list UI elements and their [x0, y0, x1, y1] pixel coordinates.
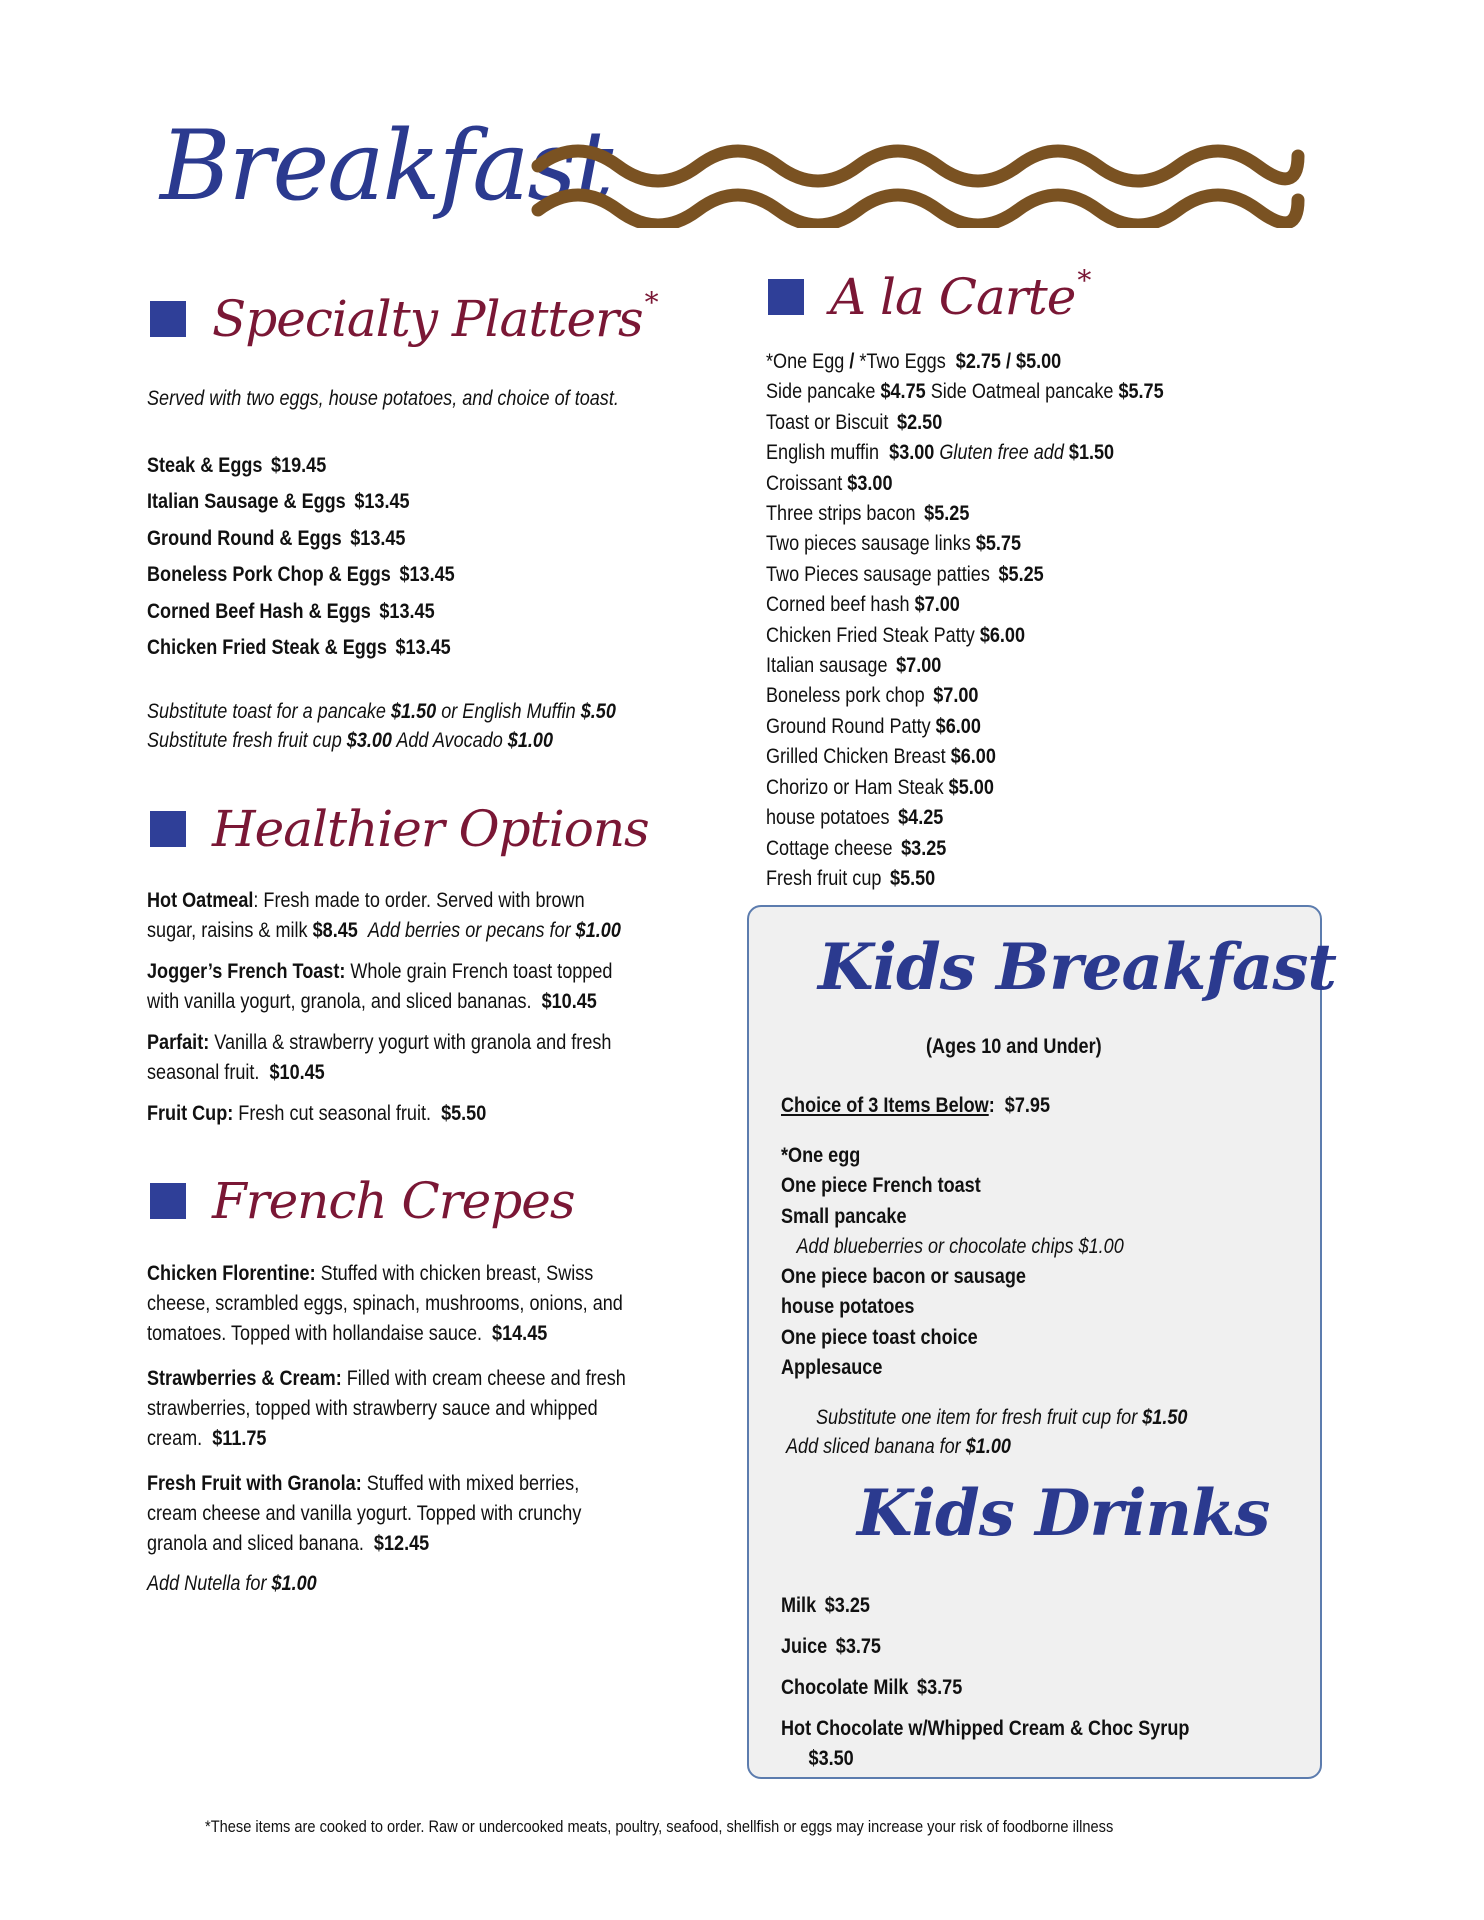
- healthier-title: Healthier Options: [212, 800, 649, 858]
- list-item: Two pieces sausage links $5.75: [766, 532, 1022, 556]
- page-title: Breakfast: [160, 110, 612, 222]
- kids-choice-line: Choice of 3 Items Below: $7.95: [781, 1094, 1051, 1117]
- alacarte-list: [766, 347, 1164, 894]
- list-item: Toast or Biscuit $2.50: [766, 410, 943, 434]
- list-item: One piece bacon or sausage: [781, 1265, 1026, 1289]
- specialty-header: [150, 286, 658, 348]
- list-item: Ground Round & Eggs $13.45: [147, 526, 406, 550]
- healthier-header: [150, 800, 649, 858]
- list-item: Hot Chocolate w/Whipped Cream & Choc Syrup: [781, 1717, 1190, 1740]
- list-item: Three strips bacon $5.25: [766, 502, 970, 526]
- wave-decoration: [528, 138, 1318, 228]
- list-item: Applesauce: [781, 1356, 883, 1380]
- specialty-subtitle: Served with two eggs, house potatoes, and choice of toast.: [147, 387, 619, 410]
- list-item: house potatoes: [781, 1295, 915, 1319]
- list-item: Fruit Cup: Fresh cut seasonal fruit. $5.50: [147, 1102, 487, 1125]
- list-item: Chicken Florentine: Stuffed with chicken breast, Swiss cheese, scrambled eggs, spinach, mushrooms, onions, and tomatoes. Topped with hollandaise sauce. $14.45: [147, 1262, 623, 1345]
- alacarte-title: A la Carte*: [830, 264, 1091, 326]
- list-item: One piece toast choice: [781, 1325, 978, 1349]
- list-item: Boneless Pork Chop & Eggs $13.45: [147, 563, 455, 587]
- kids-items: [781, 1141, 1124, 1383]
- list-item: Chicken Fried Steak Patty $6.00: [766, 623, 1026, 647]
- list-item: Steak & Eggs $19.45: [147, 454, 327, 477]
- list-item: Two Pieces sausage patties $5.25: [766, 562, 1044, 586]
- kids-banana: Add sliced banana for $1.00: [786, 1435, 1011, 1458]
- list-item: Italian Sausage & Eggs $13.45: [147, 490, 410, 514]
- specialty-list: [147, 448, 455, 666]
- list-item: Side pancake $4.75 Side Oatmeal pancake $5.75: [766, 380, 1164, 404]
- crepes-header: [150, 1172, 575, 1230]
- list-item: Jogger’s French Toast: Whole grain French toast topped with vanilla yogurt, granola, and sliced bananas. $10.45: [147, 960, 613, 1013]
- list-item: Italian sausage $7.00: [766, 654, 942, 678]
- list-item: Cottage cheese $3.25: [766, 836, 947, 860]
- drinks-hot-price: $3.50: [808, 1747, 854, 1770]
- list-item: Milk $3.25: [781, 1594, 870, 1617]
- kids-drinks-title: Kids Drinks: [857, 1476, 1270, 1551]
- nutella-note: Add Nutella for $1.00: [147, 1572, 317, 1595]
- list-item: Juice $3.75: [781, 1635, 881, 1658]
- drinks-list: [781, 1585, 1189, 1774]
- list-item: Hot Oatmeal: Fresh made to order. Served with brown sugar, raisins & milk $8.45 Add berries or pecans for $1.00: [147, 889, 621, 942]
- healthier-list: [147, 886, 621, 1129]
- square-bullet-icon: [150, 811, 186, 847]
- list-item: Croissant $3.00: [766, 471, 893, 495]
- alacarte-header: [768, 264, 1091, 326]
- kids-addon: Add blueberries or chocolate chips $1.00: [796, 1234, 1124, 1258]
- list-item: *One egg: [781, 1144, 861, 1167]
- kids-ages: (Ages 10 and Under): [926, 1035, 1102, 1058]
- list-item: Boneless pork chop $7.00: [766, 684, 979, 708]
- list-item: Corned beef hash $7.00: [766, 593, 960, 617]
- square-bullet-icon: [150, 301, 186, 337]
- list-item: *One Egg / *Two Eggs $2.75 / $5.00: [766, 350, 1062, 373]
- specialty-substitutions: Substitute toast for a pancake $1.50 or English Muffin $.50 Substitute fresh fruit cup $3.00 Add Avocado $1.00: [147, 700, 616, 752]
- list-item: Grilled Chicken Breast $6.00: [766, 745, 996, 769]
- list-item: English muffin $3.00 Gluten free add $1.50: [766, 441, 1115, 465]
- list-item: Small pancake: [781, 1204, 907, 1228]
- square-bullet-icon: [150, 1183, 186, 1219]
- list-item: Chicken Fried Steak & Eggs $13.45: [147, 636, 451, 660]
- list-item: Strawberries & Cream: Filled with cream cheese and fresh strawberries, topped with strawberry sauce and whipped cream. $11.75: [147, 1367, 626, 1450]
- square-bullet-icon: [768, 279, 804, 315]
- kids-substitution: Substitute one item for fresh fruit cup for $1.50: [816, 1406, 1188, 1429]
- list-item: Ground Round Patty $6.00: [766, 714, 981, 738]
- list-item: Chocolate Milk $3.75: [781, 1676, 963, 1699]
- list-item: One piece French toast: [781, 1174, 981, 1198]
- specialty-title: Specialty Platters*: [212, 286, 658, 348]
- crepes-list: [147, 1259, 626, 1599]
- list-item: Corned Beef Hash & Eggs $13.45: [147, 599, 435, 623]
- footer-disclaimer: *These items are cooked to order. Raw or undercooked meats, poultry, seafood, shellfish or eggs may increase your risk of foodborne illness: [205, 1817, 1114, 1836]
- list-item: house potatoes $4.25: [766, 806, 944, 830]
- list-item: Fresh Fruit with Granola: Stuffed with mixed berries, cream cheese and vanilla yogurt. Topped with crunchy granola and sliced banana. $12.45: [147, 1472, 582, 1555]
- list-item: Chorizo or Ham Steak $5.00: [766, 775, 994, 799]
- list-item: Parfait: Vanilla & strawberry yogurt with granola and fresh seasonal fruit. $10.45: [147, 1031, 612, 1084]
- kids-breakfast-title: Kids Breakfast: [818, 930, 1336, 1005]
- list-item: Fresh fruit cup $5.50: [766, 866, 936, 890]
- crepes-title: French Crepes: [212, 1172, 575, 1230]
